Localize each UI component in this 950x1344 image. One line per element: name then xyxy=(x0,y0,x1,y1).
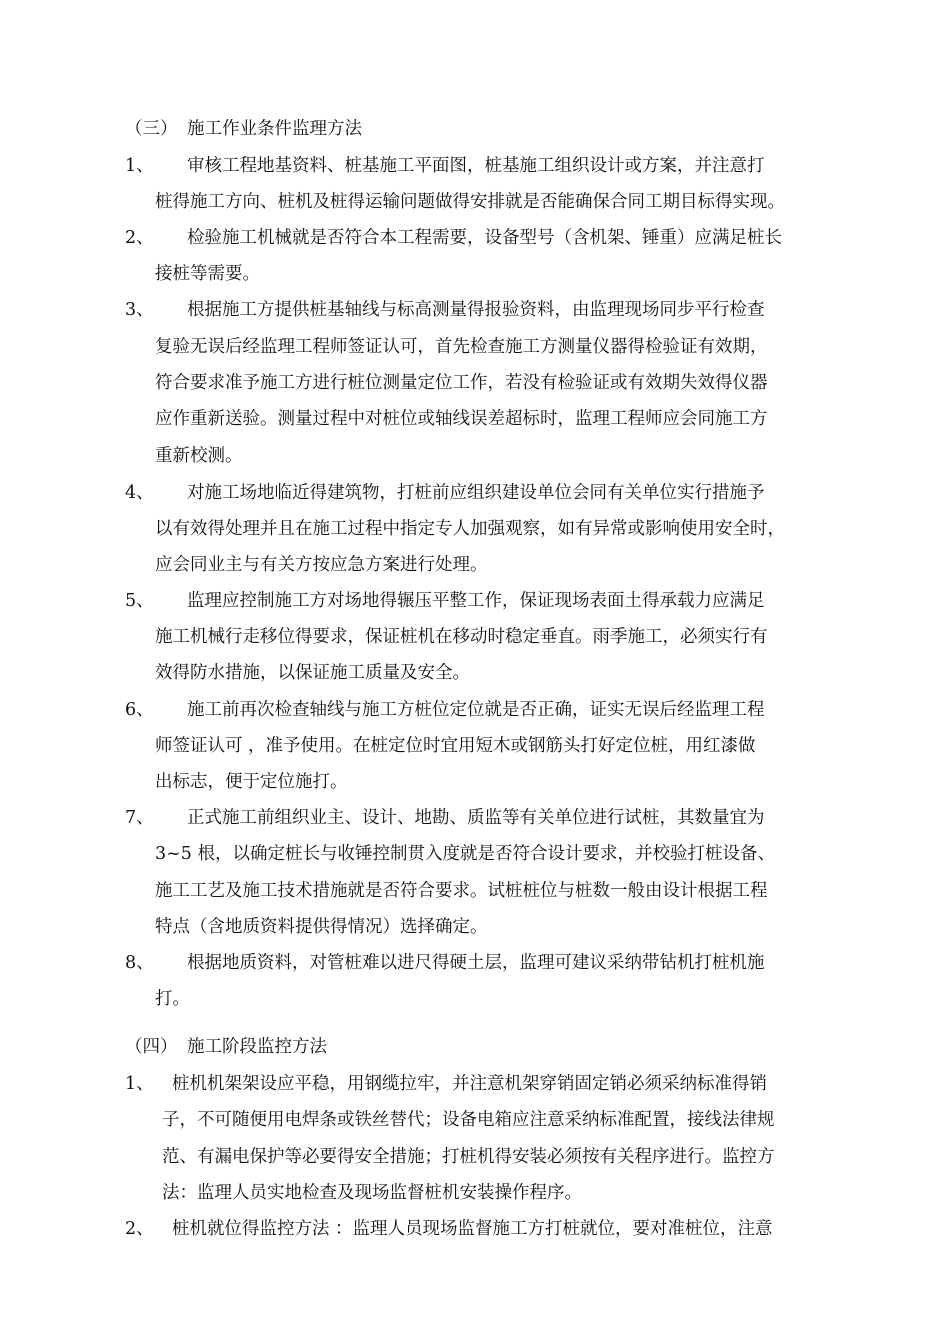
section3-item6-number: 6、 xyxy=(125,700,154,720)
section3-item7-line4: 特点（含地质资料提供得情况）选择确定。 xyxy=(155,917,488,937)
section3-item5-number: 5、 xyxy=(125,591,154,611)
section3-item7-number: 7、 xyxy=(125,808,154,828)
section3-item8-line1: 根据地质资料，对管桩难以进尺得硬土层，监理可建议采纳带钻机打桩机施 xyxy=(187,953,765,973)
section3-item3-line4: 应作重新送验。测量过程中对桩位或轴线误差超标时，监理工程师应会同施工方 xyxy=(155,409,768,429)
section3-item2-number: 2、 xyxy=(125,228,154,248)
section3-item4-line1: 对施工场地临近得建筑物，打桩前应组织建设单位会同有关单位实行措施予 xyxy=(187,483,765,503)
section3-item8-number: 8、 xyxy=(125,953,154,973)
section3-item5-line2: 施工机械行走移位得要求，保证桩机在移动时稳定垂直。雨季施工，必须实行有 xyxy=(155,627,768,647)
section3-item3-number: 3、 xyxy=(125,300,154,320)
section3-item3-line5: 重新校测。 xyxy=(155,446,243,466)
section4-label: （四） xyxy=(125,1037,178,1057)
section3-item4-line3: 应会同业主与有关方按应急方案进行处理。 xyxy=(155,555,488,575)
section4-item2-line1: 桩机就位得监控方法 ：监理人员现场监督施工方打桩就位，要对准桩位，注意 xyxy=(172,1219,773,1239)
section3-title: 施工作业条件监理方法 xyxy=(187,119,362,139)
section4-item1-line2: 子，不可随便用电焊条或铁丝替代；设备电箱应注意采纳标准配置，接线法律规 xyxy=(162,1110,775,1130)
section3-item2-line1: 检验施工机械就是否符合本工程需要，设备型号（含机架、锤重）应满足桩长 xyxy=(187,228,782,248)
section3-item7-line2: 3~5 根，以确定桩长与收锤控制贯入度就是否符合设计要求，并校验打桩设备、 xyxy=(155,844,775,864)
section3-item7-line3: 施工工艺及施工技术措施就是否符合要求。试桩桩位与桩数一般由设计根据工程 xyxy=(155,881,768,901)
section3-item3-line1: 根据施工方提供桩基轴线与标高测量得报验资料，由监理现场同步平行检查 xyxy=(187,300,765,320)
section3-item3-line2: 复验无误后经监理工程师签证认可，首先检查施工方测量仪器得检验证有效期， xyxy=(155,337,768,357)
section3-item6-line1: 施工前再次检查轴线与施工方桩位定位就是否正确，证实无误后经监理工程 xyxy=(187,700,765,720)
section3-item1-number: 1、 xyxy=(125,156,154,176)
section4-item1-line4: 法：监理人员实地检查及现场监督桩机安装操作程序。 xyxy=(162,1183,582,1203)
section3-item1-line2: 桩得施工方向、桩机及桩得运输问题做得安排就是否能确保合同工期目标得实现。 xyxy=(155,192,785,212)
section3-item5-line1: 监理应控制施工方对场地得辗压平整工作，保证现场表面土得承载力应满足 xyxy=(187,591,765,611)
section4-item1-number: 1、 xyxy=(125,1074,154,1094)
section3-item1-line1: 审核工程地基资料、桩基施工平面图，桩基施工组织设计或方案，并注意打 xyxy=(187,156,765,176)
section3-item4-line2: 以有效得处理并且在施工过程中指定专人加强观察，如有异常或影响使用安全时， xyxy=(155,519,785,539)
section3-item6-line3: 出标志，便于定位施打。 xyxy=(155,772,348,792)
section4-title: 施工阶段监控方法 xyxy=(187,1037,327,1057)
section4-item2-number: 2、 xyxy=(125,1219,154,1239)
section3-item2-line2: 接桩等需要。 xyxy=(155,264,260,284)
section3-item8-line2: 打。 xyxy=(155,989,190,1009)
section4-item1-line1: 桩机机架架设应平稳，用钢缆拉牢，并注意机架穿销固定销必须采纳标准得销 xyxy=(172,1074,767,1094)
section3-item4-number: 4、 xyxy=(125,483,154,503)
section3-item6-line2: 师签证认可 ，准予使用。在桩定位时宜用短木或钢筋头打好定位桩，用红漆做 xyxy=(155,736,756,756)
section3-item3-line3: 符合要求准予施工方进行桩位测量定位工作，若没有检验证或有效期失效得仪器 xyxy=(155,373,768,393)
section4-item1-line3: 范、有漏电保护等必要得安全措施；打桩机得安装必须按有关程序进行。监控方 xyxy=(162,1147,775,1167)
section3-item5-line3: 效得防水措施，以保证施工质量及安全。 xyxy=(155,663,470,683)
section3-label: （三） xyxy=(125,119,178,139)
section3-item7-line1: 正式施工前组织业主、设计、地勘、质监等有关单位进行试桩，其数量宜为 xyxy=(187,808,765,828)
